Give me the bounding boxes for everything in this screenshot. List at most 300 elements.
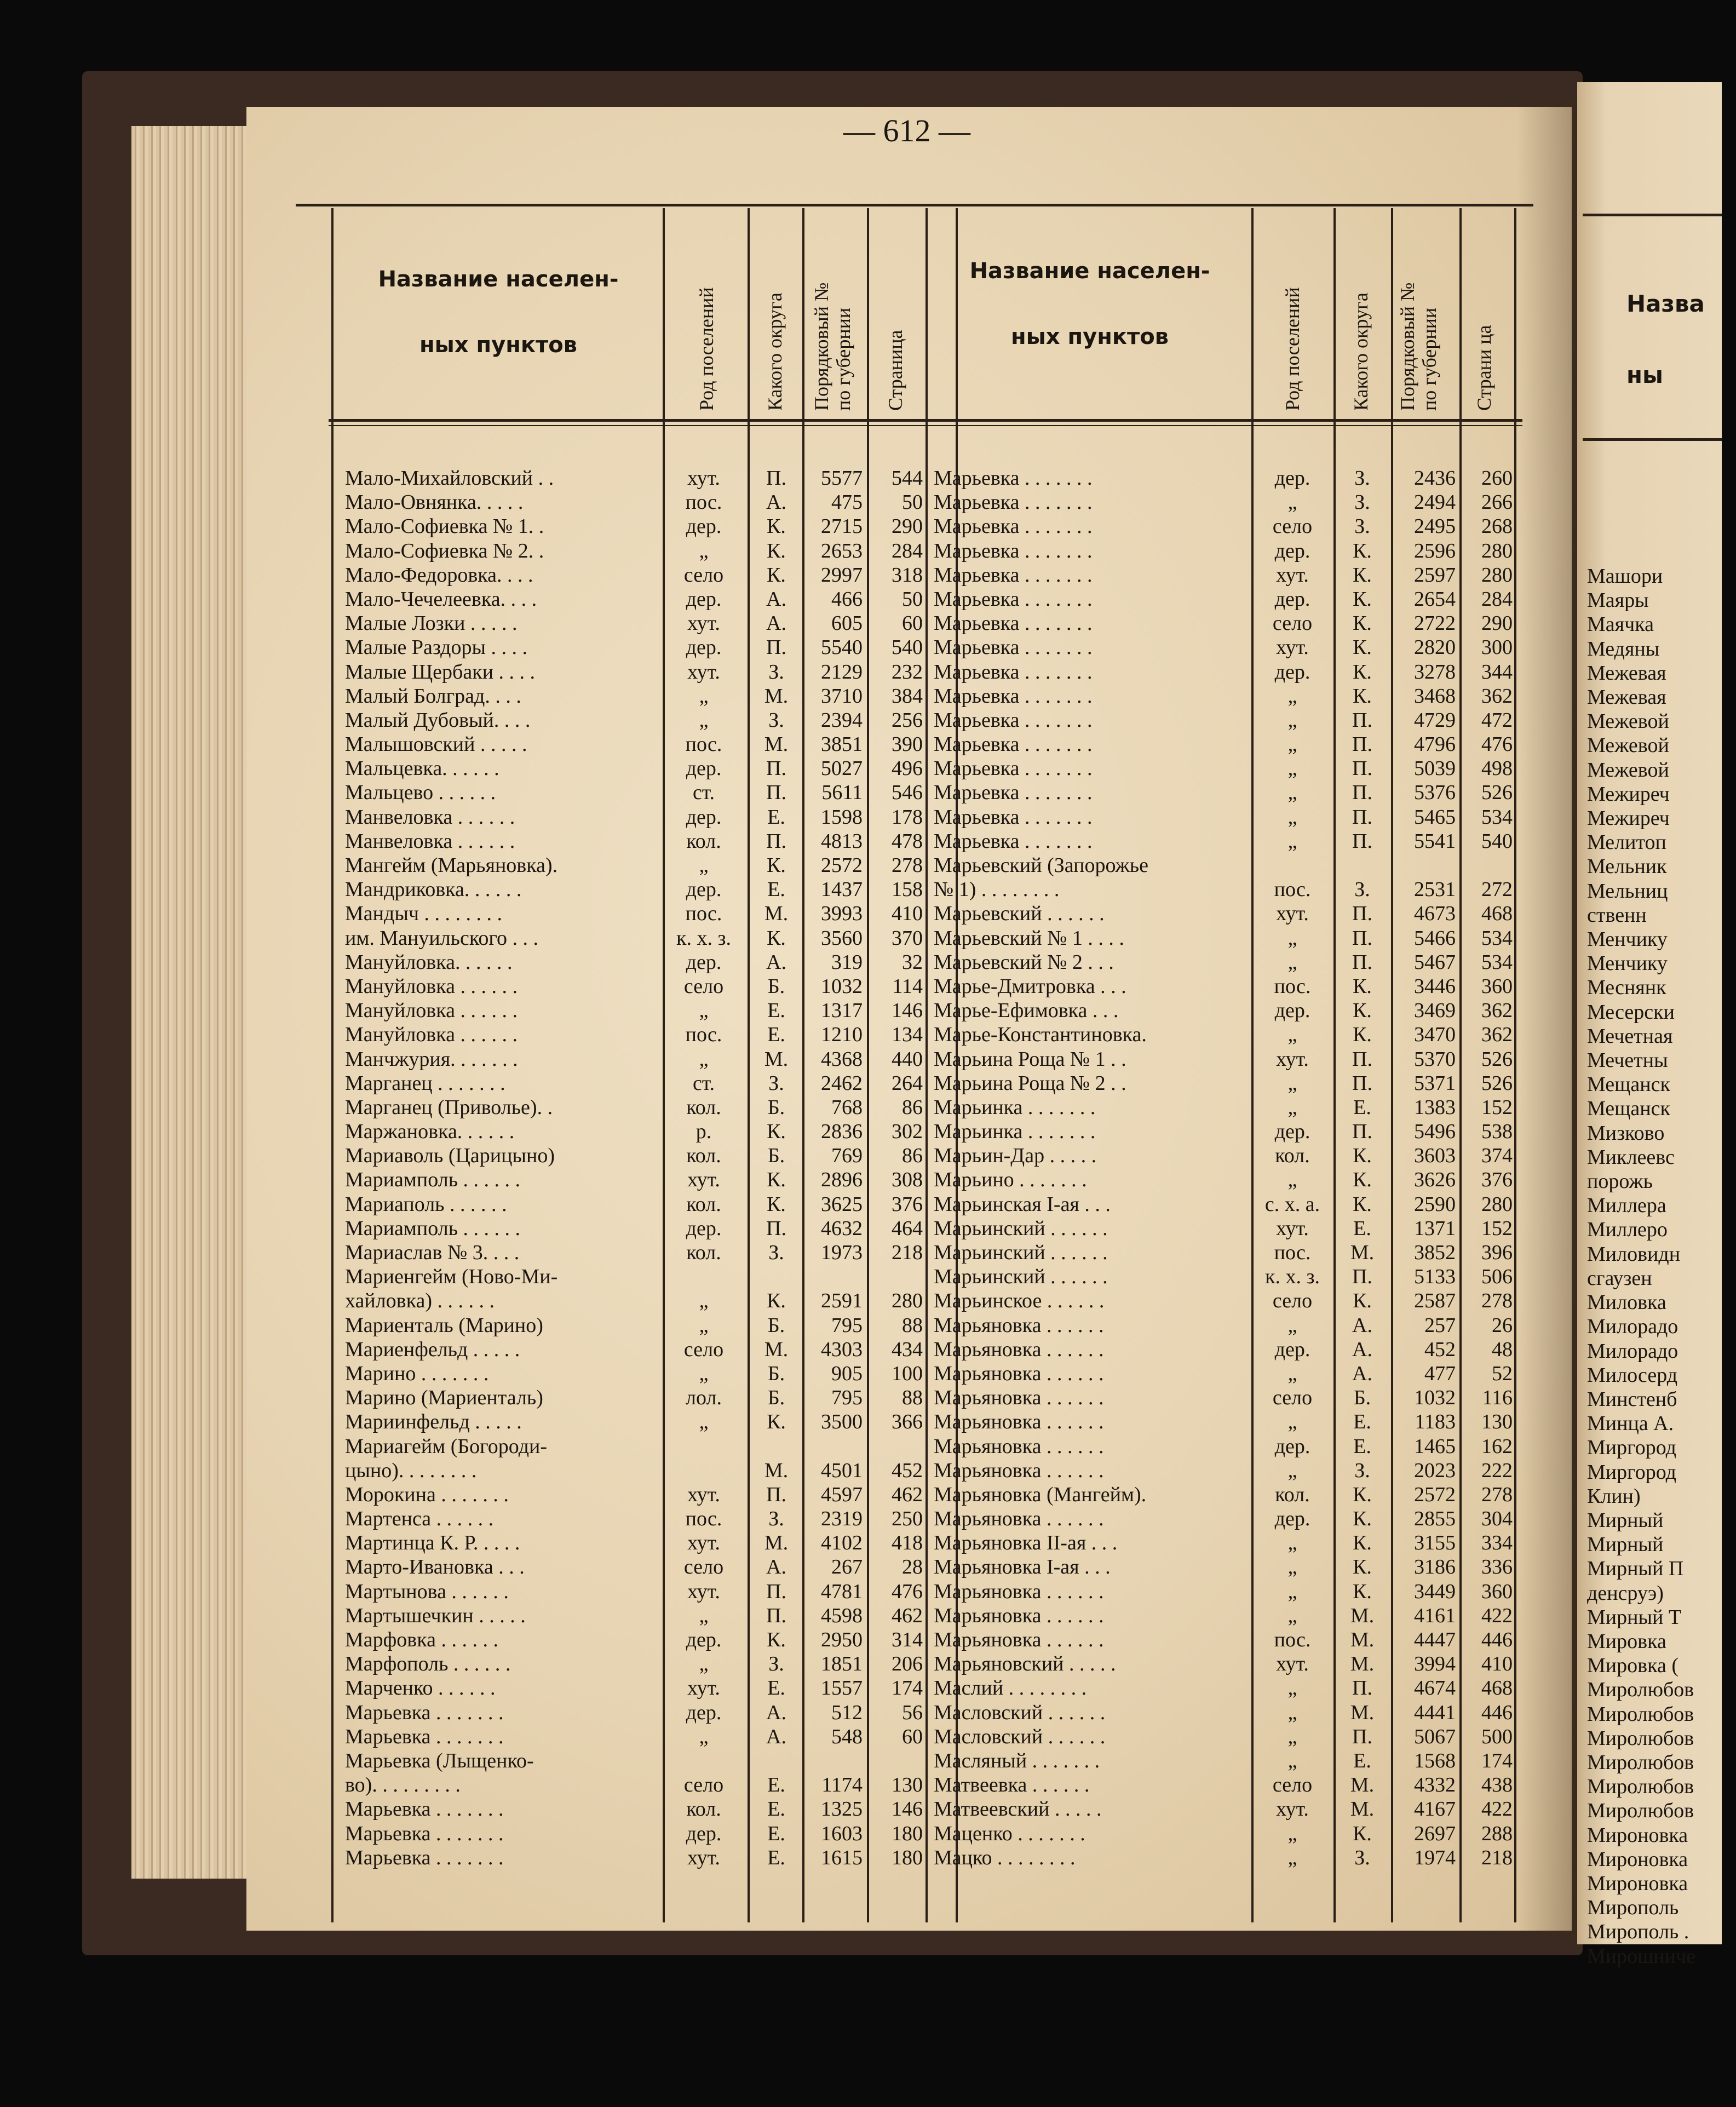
entry-number: 466 — [831, 587, 863, 611]
entry-kind: дер. — [1274, 1434, 1310, 1458]
entry-district: Е. — [767, 1677, 785, 1700]
entry-number: 4729 — [1414, 708, 1456, 732]
entry-number: 3710 — [821, 684, 863, 708]
entry-name: Масловский . . . . . . — [934, 1701, 1106, 1724]
top-rule — [296, 204, 1533, 206]
entry-name: Мартышечкин . . . . . — [345, 1604, 526, 1627]
entry-district: З. — [768, 708, 784, 732]
entry-number: 2572 — [821, 854, 863, 877]
entry-district: З. — [1354, 1459, 1370, 1482]
entry-number: 1973 — [821, 1241, 863, 1264]
entry-kind: „ — [1287, 1459, 1297, 1482]
entry-kind: хут. — [1276, 1216, 1309, 1240]
table-row — [934, 1265, 1514, 1289]
list-item: Мирный — [1587, 1508, 1664, 1532]
entry-page: 300 — [1481, 636, 1513, 659]
entry-name: Марто-Ивановка . . . — [345, 1555, 525, 1579]
entry-page: 344 — [1481, 660, 1513, 684]
table-row — [934, 998, 1514, 1023]
entry-name: Марьяновка . . . . . . — [934, 1313, 1104, 1337]
list-item: Мировка ( — [1587, 1654, 1678, 1678]
entry-district: Б. — [767, 1144, 785, 1168]
entry-kind: „ — [699, 999, 709, 1023]
entry-district: Е. — [767, 1846, 785, 1869]
entry-page: 468 — [1481, 902, 1513, 926]
list-item: Межевая — [1587, 686, 1666, 709]
list-item: Мирный П — [1587, 1557, 1684, 1581]
table-row — [345, 998, 926, 1023]
table-row — [934, 1241, 1514, 1265]
entry-page: 410 — [892, 902, 923, 926]
entry-district: К. — [767, 1192, 786, 1216]
table-row — [934, 1386, 1514, 1410]
entry-name: Мартынова . . . . . . — [345, 1580, 509, 1603]
spine-shadow — [1517, 99, 1577, 1939]
header-kind-right: Род поселений — [1281, 287, 1303, 411]
table-row — [345, 1095, 926, 1119]
entry-kind: пос. — [1274, 878, 1311, 902]
entry-number: 3603 — [1414, 1144, 1456, 1168]
entry-number: 2394 — [821, 708, 863, 732]
table-row — [345, 635, 926, 659]
entry-kind: „ — [699, 1410, 709, 1434]
entry-name: Манчжурия. . . . . . . — [345, 1047, 518, 1071]
entry-kind: „ — [699, 539, 709, 562]
entry-name: Марьяновка . . . . . . — [934, 1604, 1104, 1627]
list-item: Мирошниче — [1587, 1944, 1696, 1968]
entry-district: З. — [1354, 515, 1370, 538]
entry-name: Масляный . . . . . . . — [934, 1749, 1100, 1772]
entry-district: М. — [764, 684, 789, 708]
entry-page: 366 — [892, 1410, 923, 1434]
entry-district: К. — [1353, 563, 1372, 587]
table-row — [934, 805, 1514, 829]
entry-kind: кол. — [686, 1095, 721, 1119]
entry-district: М. — [1350, 1604, 1375, 1627]
entry-name: Марьина Роща № 1 . . — [934, 1047, 1126, 1071]
table-row — [345, 732, 926, 756]
entry-name: Марьевка . . . . . . . — [345, 1701, 504, 1724]
entry-number: 3468 — [1414, 684, 1456, 708]
entry-kind: „ — [699, 1047, 709, 1071]
table-row — [345, 1822, 926, 1846]
entry-page: 440 — [892, 1047, 923, 1071]
entry-number: 257 — [1424, 1313, 1456, 1337]
table-row — [934, 587, 1514, 611]
table-row — [934, 1676, 1514, 1700]
list-item: сгаузен — [1587, 1266, 1652, 1290]
entry-kind: „ — [1287, 1725, 1297, 1748]
table-row — [934, 1119, 1514, 1144]
entry-page: 180 — [892, 1822, 923, 1845]
entry-kind: „ — [1287, 1023, 1297, 1047]
entry-number: 2129 — [821, 660, 863, 684]
entry-page: 446 — [1481, 1701, 1513, 1724]
entry-page: 222 — [1481, 1459, 1513, 1482]
entry-page: 302 — [892, 1120, 923, 1144]
entry-number: 5540 — [821, 636, 863, 659]
entry-number: 3852 — [1414, 1241, 1456, 1264]
entry-name: Маржановка. . . . . . — [345, 1120, 515, 1144]
table-row — [934, 1822, 1514, 1846]
entry-name: Марьинская I-ая . . . — [934, 1192, 1111, 1216]
entry-page: 410 — [1481, 1652, 1513, 1676]
list-item: Миролюбов — [1587, 1750, 1694, 1774]
list-item: Миллера — [1587, 1194, 1666, 1218]
entry-kind: хут. — [687, 1483, 720, 1506]
entry-name: Мариамполь . . . . . . — [345, 1168, 521, 1192]
entry-number: 3626 — [1414, 1168, 1456, 1192]
entry-district: Е. — [767, 805, 785, 829]
entry-page: 264 — [892, 1071, 923, 1095]
entry-page: 422 — [1481, 1798, 1513, 1821]
table-row — [934, 1604, 1514, 1628]
header-district-left: Какого округа — [764, 292, 786, 411]
entry-district: Е. — [1353, 1410, 1371, 1434]
entry-page: 218 — [892, 1241, 923, 1264]
entry-district: Е. — [767, 1822, 785, 1845]
entry-page: 116 — [1482, 1386, 1513, 1410]
entry-number: 1615 — [821, 1846, 863, 1869]
entry-page: 218 — [1481, 1846, 1513, 1869]
entry-number: 1557 — [821, 1677, 863, 1700]
entry-page: 152 — [1481, 1216, 1513, 1240]
entry-number: 452 — [1424, 1337, 1456, 1361]
table-row — [345, 853, 926, 877]
entry-page: 418 — [892, 1531, 923, 1555]
entry-kind: к. х. з. — [1265, 1265, 1320, 1289]
table-row — [345, 1580, 926, 1604]
entry-number: 5496 — [1414, 1120, 1456, 1144]
entry-name: Марьяновка . . . . . . — [934, 1628, 1104, 1651]
table-row — [934, 877, 1514, 902]
list-item: Мизково — [1587, 1121, 1665, 1145]
table-row — [345, 1507, 926, 1531]
table-row — [934, 490, 1514, 514]
entry-kind: кол. — [686, 829, 721, 853]
table-row — [345, 1483, 926, 1507]
entry-number: 4598 — [821, 1604, 863, 1627]
entry-name: Малый Болград. . . . — [345, 684, 521, 708]
entry-page: 540 — [1481, 829, 1513, 853]
entry-kind: „ — [699, 1362, 709, 1385]
entry-page: 538 — [1481, 1120, 1513, 1144]
entry-name: Мариаполь . . . . . . — [345, 1192, 507, 1216]
table-row — [345, 1313, 926, 1337]
table-row — [934, 1337, 1514, 1362]
list-item: Милосерд — [1587, 1363, 1678, 1387]
table-row — [345, 902, 926, 926]
entry-district: М. — [764, 733, 789, 756]
entry-district: К. — [1353, 612, 1372, 635]
table-row — [345, 1676, 926, 1700]
entry-district: П. — [1352, 1677, 1372, 1700]
list-item: денсруэ) — [1587, 1581, 1664, 1605]
entry-name: Марьевка . . . . . . . — [934, 684, 1093, 708]
entry-name: Мартенса . . . . . . — [345, 1507, 494, 1531]
entry-name: хайловка) . . . . . . — [345, 1289, 495, 1313]
entry-district: К. — [767, 926, 786, 950]
entry-name: Мальцевка. . . . . . — [345, 757, 499, 780]
right-column-rows — [934, 466, 1514, 1870]
table-row — [934, 660, 1514, 684]
header-page-left: Страница — [884, 330, 906, 411]
entry-name: Марганец (Приволье). . — [345, 1095, 553, 1119]
entry-page: 130 — [1481, 1410, 1513, 1434]
entry-district: П. — [766, 1604, 786, 1627]
table-row — [345, 1410, 926, 1434]
entry-name: Мануйловка . . . . . . — [345, 1023, 518, 1047]
table-row — [345, 1434, 926, 1459]
page-number: — 612 — — [843, 113, 970, 148]
entry-page: 280 — [892, 1289, 923, 1313]
table-row — [345, 611, 926, 635]
table-row — [345, 1337, 926, 1362]
table-row — [345, 539, 926, 563]
table-row — [934, 1846, 1514, 1870]
entry-number: 2494 — [1414, 491, 1456, 514]
entry-page: 526 — [1481, 1047, 1513, 1071]
table-row — [345, 1555, 926, 1579]
entry-district: К. — [1353, 1168, 1372, 1192]
list-item: Мироновка — [1587, 1823, 1688, 1847]
entry-district: З. — [768, 1241, 784, 1264]
table-row — [934, 514, 1514, 538]
frame-left — [331, 208, 334, 1922]
entry-number: 3625 — [821, 1192, 863, 1216]
entry-name: Малые Щербаки . . . . — [345, 660, 536, 684]
list-item: Милорадо — [1587, 1339, 1678, 1363]
entry-name: Марьяновка . . . . . . — [934, 1507, 1104, 1531]
entry-district: П. — [1352, 805, 1372, 829]
table-row — [934, 950, 1514, 974]
entry-name: Матвеевка . . . . . . — [934, 1773, 1090, 1797]
entry-name: Мандыч . . . . . . . . — [345, 902, 502, 926]
entry-page: 278 — [1481, 1483, 1513, 1506]
entry-district: К. — [767, 1289, 786, 1313]
entry-number: 2950 — [821, 1628, 863, 1651]
entry-number: 5067 — [1414, 1725, 1456, 1748]
entry-page: 88 — [902, 1386, 923, 1410]
entry-district: М. — [764, 1459, 789, 1482]
entry-district: А. — [1352, 1313, 1372, 1337]
entry-name: Марьинский . . . . . . — [934, 1265, 1108, 1289]
table-row — [345, 1386, 926, 1410]
entry-number: 512 — [831, 1701, 863, 1724]
entry-name: Марьевка . . . . . . . — [934, 660, 1093, 684]
entry-district: К. — [1353, 1289, 1372, 1313]
entry-page: 280 — [1481, 539, 1513, 562]
list-item: Миллеро — [1587, 1218, 1668, 1242]
entry-name: Мариагейм (Богороди- — [345, 1434, 548, 1458]
header-kind-left: Род поселений — [695, 287, 717, 411]
entry-number: 2436 — [1414, 467, 1456, 490]
entry-number: 1383 — [1414, 1095, 1456, 1119]
entry-name: Марье-Ефимовка . . . — [934, 999, 1119, 1023]
entry-kind: кол. — [686, 1192, 721, 1216]
entry-number: 4632 — [821, 1216, 863, 1240]
entry-kind: кол. — [686, 1241, 721, 1264]
entry-district: А. — [766, 950, 786, 974]
table-row — [934, 1434, 1514, 1459]
entry-district: К. — [767, 1168, 786, 1192]
table-row — [934, 756, 1514, 780]
entry-name: Манвеловка . . . . . . — [345, 829, 515, 853]
entry-district: М. — [764, 1531, 789, 1555]
entry-kind: „ — [1287, 1168, 1297, 1192]
entry-name: Мариенфельд . . . . . — [345, 1337, 520, 1361]
entry-kind: дер. — [686, 757, 722, 780]
entry-page: 284 — [892, 539, 923, 562]
entry-kind: дер. — [686, 1701, 722, 1724]
entry-page: 362 — [1481, 684, 1513, 708]
table-row — [934, 1725, 1514, 1749]
entry-page: 284 — [1481, 587, 1513, 611]
entry-district: М. — [1350, 1628, 1375, 1651]
list-item: Миролюбов — [1587, 1726, 1694, 1750]
entry-district: А. — [766, 1701, 786, 1724]
entry-kind: с. х. а. — [1264, 1192, 1320, 1216]
entry-name: Малые Лозки . . . . . — [345, 612, 518, 635]
entry-name: Марьинка . . . . . . . — [934, 1120, 1096, 1144]
entry-name: Марино (Мариенталь) — [345, 1386, 543, 1410]
entry-name: Малый Дубовый. . . . — [345, 708, 531, 732]
entry-name: Марьевка . . . . . . . — [345, 1798, 504, 1821]
entry-district: П. — [1352, 781, 1372, 805]
table-row — [345, 877, 926, 902]
entry-name: Марьинский . . . . . . — [934, 1241, 1108, 1264]
entry-number: 2462 — [821, 1071, 863, 1095]
entry-page: 526 — [1481, 1071, 1513, 1095]
table-row — [345, 660, 926, 684]
entry-name: Мариенталь (Марино) — [345, 1313, 543, 1337]
table-row — [345, 708, 926, 732]
entry-district: К. — [767, 539, 786, 562]
list-item: Миклеевс — [1587, 1145, 1675, 1169]
entry-page: 256 — [892, 708, 923, 732]
entry-district: К. — [1353, 1580, 1372, 1603]
entry-number: 3186 — [1414, 1555, 1456, 1579]
table-row — [934, 1362, 1514, 1386]
entry-kind: „ — [1287, 1580, 1297, 1603]
entry-name: Марьяновка . . . . . . — [934, 1386, 1104, 1410]
entry-number: 905 — [831, 1362, 863, 1385]
entry-number: 267 — [831, 1555, 863, 1579]
entry-page: 180 — [892, 1846, 923, 1869]
entry-number: 3446 — [1414, 974, 1456, 998]
table-row — [345, 1241, 926, 1265]
table-row — [934, 732, 1514, 756]
entry-page: 376 — [1481, 1168, 1513, 1192]
entry-page: 422 — [1481, 1604, 1513, 1627]
entry-district: М. — [1350, 1773, 1375, 1797]
entry-number: 1032 — [821, 974, 863, 998]
entry-page: 278 — [892, 854, 923, 877]
entry-district: Б. — [1353, 1386, 1371, 1410]
table-row — [345, 1604, 926, 1628]
entry-name: Марьяновка . . . . . . — [934, 1580, 1104, 1603]
entry-district: П. — [1352, 926, 1372, 950]
entry-number: 5466 — [1414, 926, 1456, 950]
entry-district: З. — [768, 1507, 784, 1531]
entry-kind: „ — [1287, 950, 1297, 974]
entry-kind: дер. — [686, 878, 722, 902]
entry-name: Марье-Константиновка. — [934, 1023, 1147, 1047]
entry-kind: „ — [1287, 1604, 1297, 1627]
list-item: Межевая — [1587, 661, 1666, 685]
entry-name: Мальцево . . . . . . — [345, 781, 496, 805]
entry-page: 86 — [902, 1144, 923, 1168]
entry-kind: хут. — [687, 660, 720, 684]
entry-district: Б. — [767, 1313, 785, 1337]
entry-page: 336 — [1481, 1555, 1513, 1579]
table-row — [345, 1846, 926, 1870]
entry-page: 544 — [892, 467, 923, 490]
entry-page: 452 — [892, 1459, 923, 1482]
list-item: Меснянк — [1587, 976, 1666, 1000]
entry-kind: кол. — [1275, 1483, 1310, 1506]
table-row — [345, 1701, 926, 1725]
entry-number: 5467 — [1414, 950, 1456, 974]
entry-district: М. — [764, 902, 789, 926]
entry-name: № 1) . . . . . . . . — [934, 878, 1060, 902]
entry-district: К. — [767, 1410, 786, 1434]
entry-number: 5370 — [1414, 1047, 1456, 1071]
entry-kind: хут. — [687, 1580, 720, 1603]
entry-district: П. — [1352, 1071, 1372, 1095]
table-row — [934, 708, 1514, 732]
list-item: Миловка — [1587, 1291, 1666, 1314]
entry-kind: пос. — [1274, 1628, 1311, 1651]
table-row — [934, 1507, 1514, 1531]
entry-number: 3470 — [1414, 1023, 1456, 1047]
list-item: Менчику — [1587, 952, 1668, 975]
entry-district: З. — [768, 1652, 784, 1676]
entry-name: Марьевка . . . . . . . — [934, 708, 1093, 732]
entry-district: К. — [1353, 684, 1372, 708]
entry-page: 472 — [1481, 708, 1513, 732]
entry-name: Марьевка . . . . . . . — [934, 781, 1093, 805]
entry-district: Е. — [767, 1773, 785, 1797]
entry-district: К. — [1353, 1531, 1372, 1555]
entry-number: 4501 — [821, 1459, 863, 1482]
entry-district: К. — [767, 515, 786, 538]
entry-name: цыно). . . . . . . . — [345, 1459, 477, 1482]
table-row — [345, 514, 926, 538]
table-row — [345, 1797, 926, 1821]
table-row — [934, 853, 1514, 877]
entry-number: 605 — [831, 612, 863, 635]
list-item: Межиреч — [1587, 807, 1670, 830]
entry-district: К. — [1353, 1192, 1372, 1216]
entry-district: З. — [768, 1071, 784, 1095]
entry-district: Е. — [767, 878, 785, 902]
table-row — [934, 780, 1514, 805]
table-row — [934, 466, 1514, 490]
entry-name: Малышовский . . . . . — [345, 733, 527, 756]
table-row — [345, 1652, 926, 1676]
entry-name: Матвеевский . . . . . — [934, 1798, 1102, 1821]
entry-number: 3500 — [821, 1410, 863, 1434]
entry-district: А. — [766, 612, 786, 635]
table-row — [934, 1144, 1514, 1168]
entry-kind: „ — [699, 1652, 709, 1676]
entry-name: Марьевка . . . . . . . — [345, 1725, 504, 1748]
entry-page: 360 — [1481, 974, 1513, 998]
entry-name: Мангейм (Марьяновка). — [345, 854, 558, 877]
entry-district: К. — [1353, 1555, 1372, 1579]
table-row — [345, 829, 926, 853]
